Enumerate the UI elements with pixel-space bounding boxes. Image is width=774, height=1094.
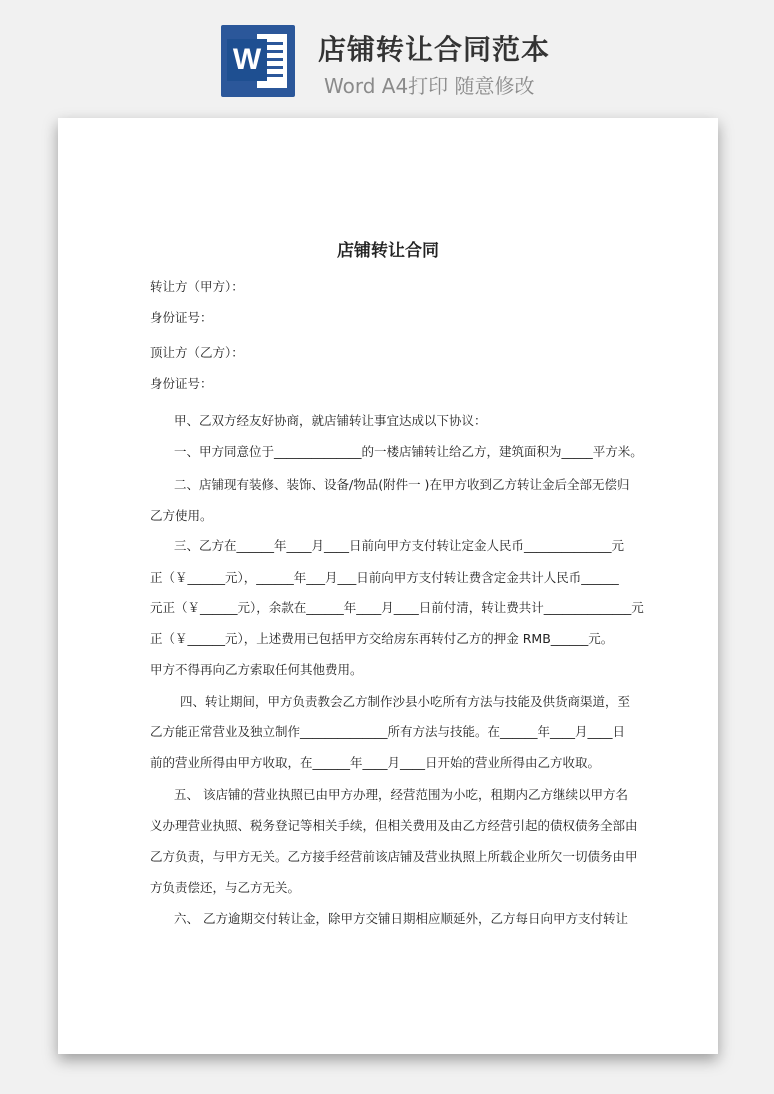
text-line: 方负责偿还，与乙方无关。 [150, 880, 301, 895]
page-subtitle: Word A4打印 随意修改 [324, 74, 535, 98]
text-line: 正（￥______元），______年___月___日前向甲方支付转让费含定金共计人民币______ [150, 570, 619, 585]
document-page [58, 118, 718, 1054]
text-line: 身份证号： [150, 376, 213, 391]
document-title: 店铺转让合同 [337, 241, 439, 261]
text-line: 三、乙方在______年____月____日前向甲方支付转让定金人民币______________元 [174, 538, 625, 553]
text-line: 二、店铺现有装修、装饰、设备/物品(附件一 )在甲方收到乙方转让金后全部无偿归 [174, 477, 630, 492]
text-line: 甲方不得再向乙方索取任何其他费用。 [150, 662, 363, 677]
text-line: 元正（￥______元），余款在______年____月____日前付清，转让费共计______________元 [150, 600, 644, 615]
text-line: 前的营业所得由甲方收取，在______年____月____日开始的营业所得由乙方收取。 [150, 755, 601, 770]
text-line: 身份证号： [150, 310, 213, 325]
text-line: 乙方负责，与甲方无关。乙方接手经营前该店铺及营业执照上所载企业所欠一切债务由甲 [150, 849, 638, 864]
page-title: 店铺转让合同范本 [318, 33, 551, 66]
text-line: 义办理营业执照、税务登记等相关手续，但相关费用及由乙方经营引起的债权债务全部由 [150, 818, 638, 833]
text-line: 五、 该店铺的营业执照已由甲方办理，经营范围为小吃，租期内乙方继续以甲方名 [174, 787, 628, 802]
text-line: 甲、乙双方经友好协商，就店铺转让事宜达成以下协议： [174, 413, 487, 428]
text-line: 四、转让期间，甲方负责教会乙方制作沙县小吃所有方法与技能及供货商渠道，至 [180, 694, 631, 709]
text-line: 转让方（甲方）： [150, 279, 244, 294]
text-line: 六、 乙方逾期交付转让金，除甲方交铺日期相应顺延外，乙方每日向甲方支付转让 [174, 911, 628, 926]
text-line: 乙方使用。 [150, 508, 213, 523]
word-document-icon [221, 25, 295, 97]
text-line: 顶让方（乙方）： [150, 345, 244, 360]
header [0, 0, 774, 118]
text-line: 正（￥______元），上述费用已包括甲方交给房东再转付乙方的押金 RMB______元。 [150, 631, 614, 646]
text-line: 乙方能正常营业及独立制作______________所有方法与技能。在______年____月____日 [150, 724, 626, 739]
text-line: 一、甲方同意位于______________的一楼店铺转让给乙方，建筑面积为_____平方米。 [174, 444, 643, 459]
word-letter: W [227, 39, 267, 81]
